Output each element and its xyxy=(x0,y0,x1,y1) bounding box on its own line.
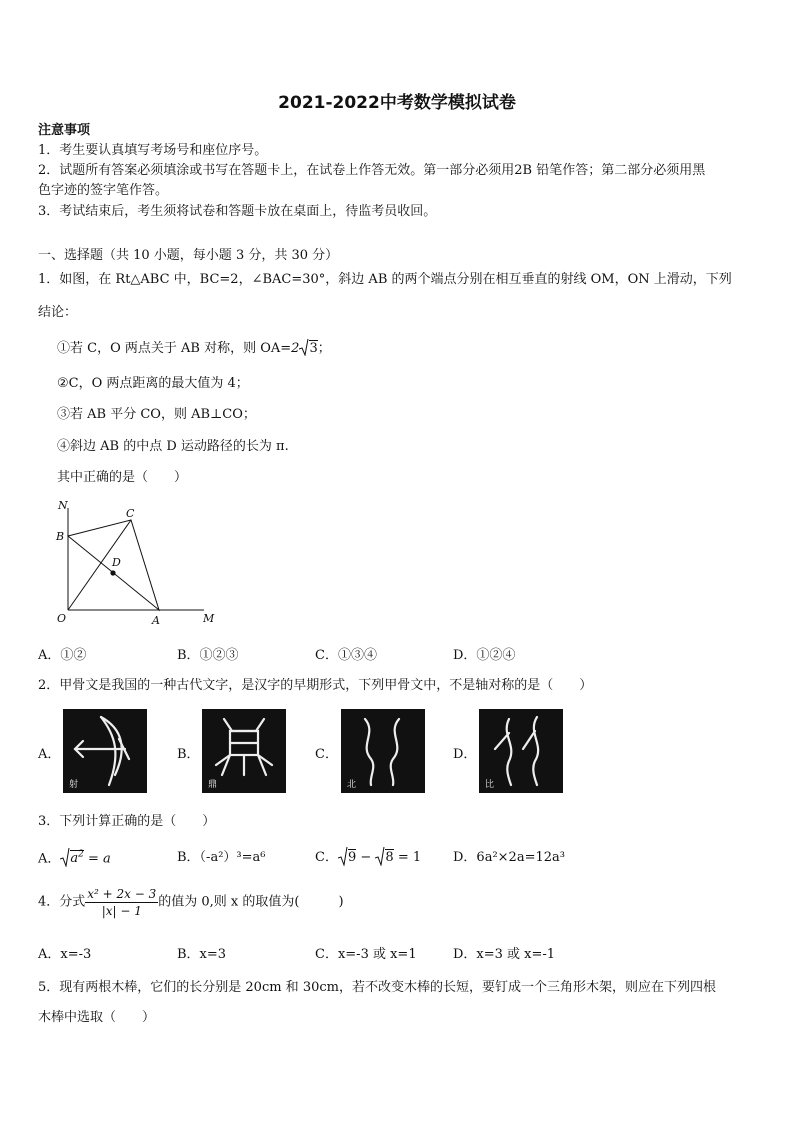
q5-stem-cont: 木棒中选取（ ） xyxy=(38,1010,156,1025)
q2-stem: 2．甲骨文是我国的一种古代文字，是汉字的早期形式，下列甲骨文中，不是轴对称的是（ ） xyxy=(38,678,593,693)
q1-option-d[interactable]: D．①②④ xyxy=(453,648,516,663)
oracle-she-caption: 射 xyxy=(69,780,79,790)
q4-stem: 4．分式 $\frac{\text{x² + 2x − 3}}{|x| - 1}$ 的值为 0,则 x 的取值为( ) xyxy=(38,887,344,918)
q1-conclusion-2: ②C，O 两点距离的最大值为 4； xyxy=(57,376,249,391)
label-o: O xyxy=(57,612,67,625)
oracle-ding-caption: 鼎 xyxy=(208,780,218,790)
notice-heading: 注意事项 xyxy=(38,123,91,138)
q1-conclusion-3: ③若 AB 平分 CO，则 AB⊥CO； xyxy=(57,407,256,422)
section-heading: 一、选择题（共 10 小题，每小题 3 分，共 30 分） xyxy=(38,248,339,263)
q1-option-b[interactable]: B．①②③ xyxy=(177,648,239,663)
page-title: 2021-2022中考数学模拟试卷 xyxy=(278,93,516,113)
q2-option-d-label[interactable]: D． xyxy=(453,747,477,762)
oracle-ding-image[interactable] xyxy=(202,709,286,793)
q2-option-c-label[interactable]: C． xyxy=(315,747,338,762)
sqrt-sign: 9 xyxy=(338,846,356,867)
oracle-bei-image[interactable] xyxy=(341,709,425,793)
q4-option-d[interactable]: D．x=3 或 x=-1 xyxy=(453,947,556,962)
q3-option-d[interactable]: D．6a²×2a=12a³ xyxy=(453,850,565,865)
oracle-bi-image[interactable] xyxy=(479,709,563,793)
q3-option-c[interactable]: C． 9 − 8 = 1 xyxy=(315,846,421,867)
notice-item-1: 1．考生要认真填写考场号和座位序号。 xyxy=(38,143,268,158)
q1-option-a[interactable]: A．①② xyxy=(38,648,87,663)
oracle-bi-caption: 比 xyxy=(485,780,495,790)
notice-item-2-cont: 色字迹的签字笔作答。 xyxy=(38,183,169,198)
q1-conclusion-4: ④斜边 AB 的中点 D 运动路径的长为 π. xyxy=(57,439,289,454)
oracle-she-image[interactable] xyxy=(63,709,147,793)
q1-stem-cont: 结论： xyxy=(38,305,78,320)
label-c: C xyxy=(126,507,135,520)
label-n: N xyxy=(58,499,68,512)
q4-fraction: $\frac{\text{x² + 2x − 3}}{|x| - 1}$ xyxy=(87,887,157,918)
q1-stem: 1．如图，在 Rt△ABC 中，BC=2，∠BAC=30°，斜边 AB 的两个端点分别在相互垂直的射线 OM，ON 上滑动，下列 xyxy=(38,272,732,287)
q1-question: 其中正确的是（ ） xyxy=(57,470,188,485)
q1-conclusion-1: ①若 C，O 两点关于 AB 对称，则 OA=2 3； xyxy=(57,338,331,358)
label-m: M xyxy=(203,612,215,625)
label-a: A xyxy=(152,614,160,627)
label-d: D xyxy=(112,556,121,569)
q2-option-a-label[interactable]: A． xyxy=(38,747,61,762)
sqrt-sign: 8 xyxy=(375,846,393,867)
notice-item-3: 3．考试结束后，考生须将试卷和答题卡放在桌面上，待监考员收回。 xyxy=(38,204,437,219)
sqrt-sign: 3 xyxy=(299,338,317,358)
q4-option-b[interactable]: B．x=3 xyxy=(177,947,227,962)
oracle-bei-caption: 北 xyxy=(347,780,357,790)
q5-stem: 5．现有两根木棒，它们的长分别是 20cm 和 30cm，若不改变木棒的长短，要钉成一个三角形木架，则应在下列四根 xyxy=(38,980,716,995)
q2-option-b-label[interactable]: B． xyxy=(177,747,200,762)
point-d xyxy=(110,570,115,575)
sqrt-sign: $a^2$ xyxy=(60,846,84,868)
q1-figure xyxy=(52,498,222,628)
q1-option-c[interactable]: C．①③④ xyxy=(315,648,377,663)
q3-option-b[interactable]: B．（-a²）³=a⁶ xyxy=(177,850,266,865)
q3-stem: 3．下列计算正确的是（ ） xyxy=(38,814,216,829)
q3-option-a[interactable]: A． $a^2 = a$ xyxy=(38,846,111,868)
label-b: B xyxy=(56,530,65,543)
q4-option-a[interactable]: A．x=-3 xyxy=(38,947,92,962)
q4-option-c[interactable]: C．x=-3 或 x=1 xyxy=(315,947,417,962)
notice-item-2: 2．试题所有答案必须填涂或书写在答题卡上，在试卷上作答无效。第一部分必须用2B 铅笔作答；第二部分必须用黑 xyxy=(38,163,706,178)
